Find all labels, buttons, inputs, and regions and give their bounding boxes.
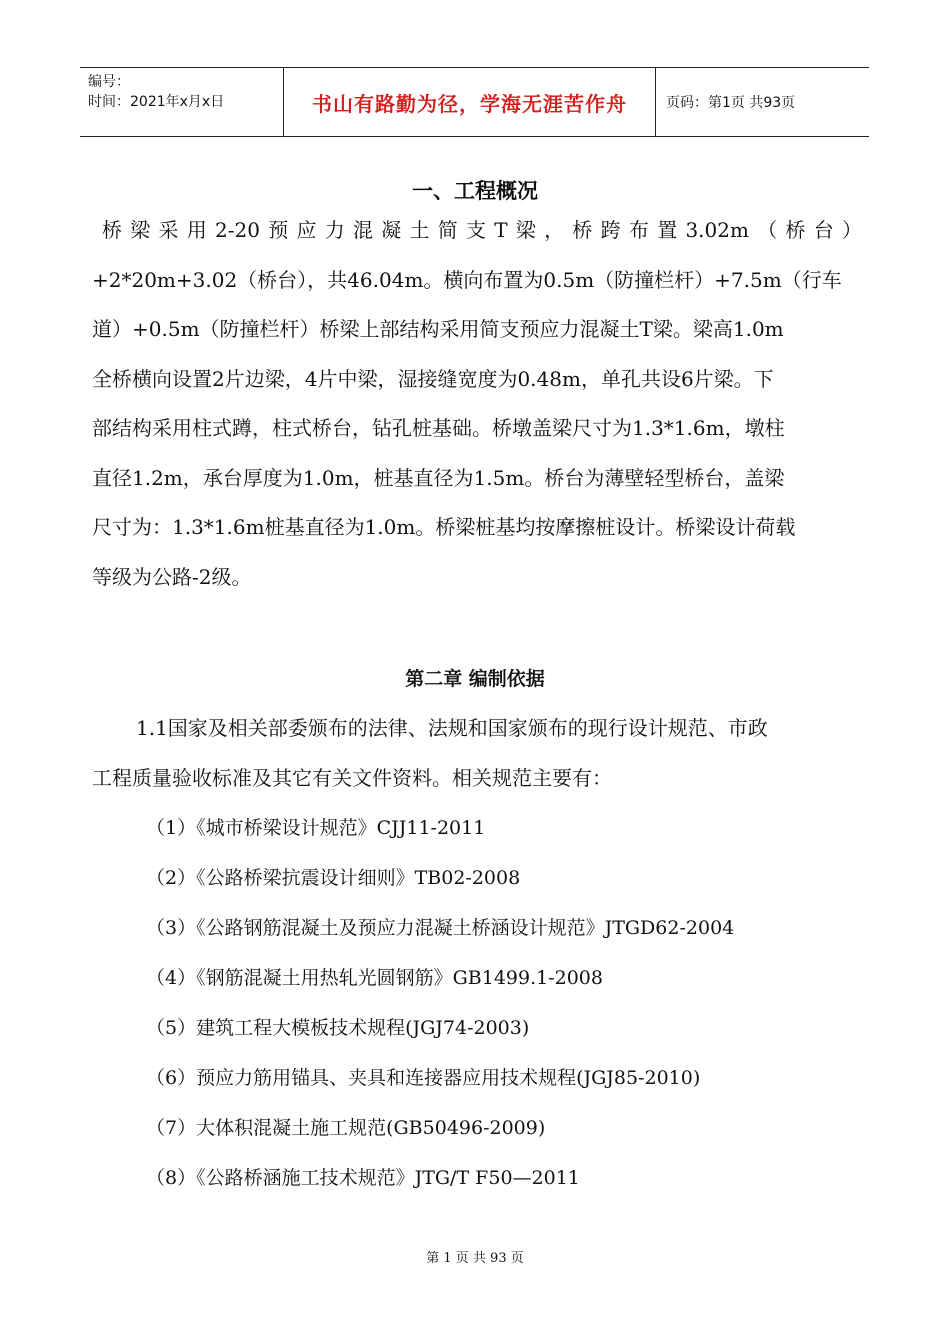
reference-item: （1）《城市桥梁设计规范》CJJ11-2011 [146, 817, 486, 839]
body-line: 尺寸为：1.3*1.6m桩基直径为1.0m。桥梁桩基均按摩擦桩设计。桥梁设计荷载 [92, 515, 796, 539]
reference-list [146, 803, 734, 1203]
body-line: 桥梁采用2-20预应力混凝土简支T梁，桥跨布置3.02m（桥台） [102, 218, 862, 242]
intro-line: 1.1国家及相关部委颁布的法律、法规和国家颁布的现行设计规范、市政 [136, 716, 768, 740]
header-meta [80, 68, 283, 136]
reference-item: （7）大体积混凝土施工规范(GB50496-2009) [146, 1117, 546, 1139]
body-line: 直径1.2m，承台厚度为1.0m，桩基直径为1.5m。桥台为薄壁轻型桥台，盖梁 [92, 465, 785, 490]
reference-item: （3）《公路钢筋混凝土及预应力混凝土桥涵设计规范》JTGD62-2004 [146, 917, 735, 939]
header-page-info: 页码：第1页 共93页 [666, 95, 796, 111]
intro-line: 工程质量验收标准及其它有关文件资料。相关规范主要有： [92, 765, 612, 790]
section2-intro [92, 704, 862, 803]
header-motto: 书山有路勤为径，学海无涯苦作舟 [283, 68, 656, 136]
body-line: 部结构采用柱式蹲，柱式桥台，钻孔桩基础。桥墩盖梁尺寸为1.3*1.6m，墩柱 [92, 416, 785, 440]
reference-item: （4）《钢筋混凝土用热轧光圆钢筋》GB1499.1-2008 [146, 967, 603, 989]
body-line: 全桥横向设置2片边梁，4片中梁，湿接缝宽度为0.48m，单孔共设6片梁。下 [92, 366, 774, 391]
reference-item: （2）《公路桥梁抗震设计细则》TB02-2008 [146, 867, 521, 889]
reference-item: （6）预应力筋用锚具、夹具和连接器应用技术规程(JGJ85-2010) [146, 1067, 701, 1089]
page-footer: 第 1 页 共 93 页 [426, 1251, 524, 1266]
body-line: 等级为公路-2级。 [92, 564, 252, 589]
time-label: 时间：2021年x月x日 [88, 94, 225, 110]
section2-title: 第二章 编制依据 [405, 668, 545, 690]
reference-item: （8）《公路桥涵施工技术规范》JTG/T F50—2011 [146, 1167, 580, 1189]
page-header [80, 67, 869, 137]
section1-body [92, 206, 862, 602]
body-line: +2*20m+3.02（桥台），共46.04m。横向布置为0.5m（防撞栏杆）+7.5m（行车 [92, 267, 842, 292]
code-label: 编号： [88, 74, 130, 90]
body-line: 道）+0.5m（防撞栏杆）桥梁上部结构采用简支预应力混凝土T梁。梁高1.0m [92, 317, 784, 341]
reference-item: （5）建筑工程大模板技术规程(JGJ74-2003) [146, 1017, 530, 1039]
section1-title: 一、工程概况 [412, 179, 538, 203]
